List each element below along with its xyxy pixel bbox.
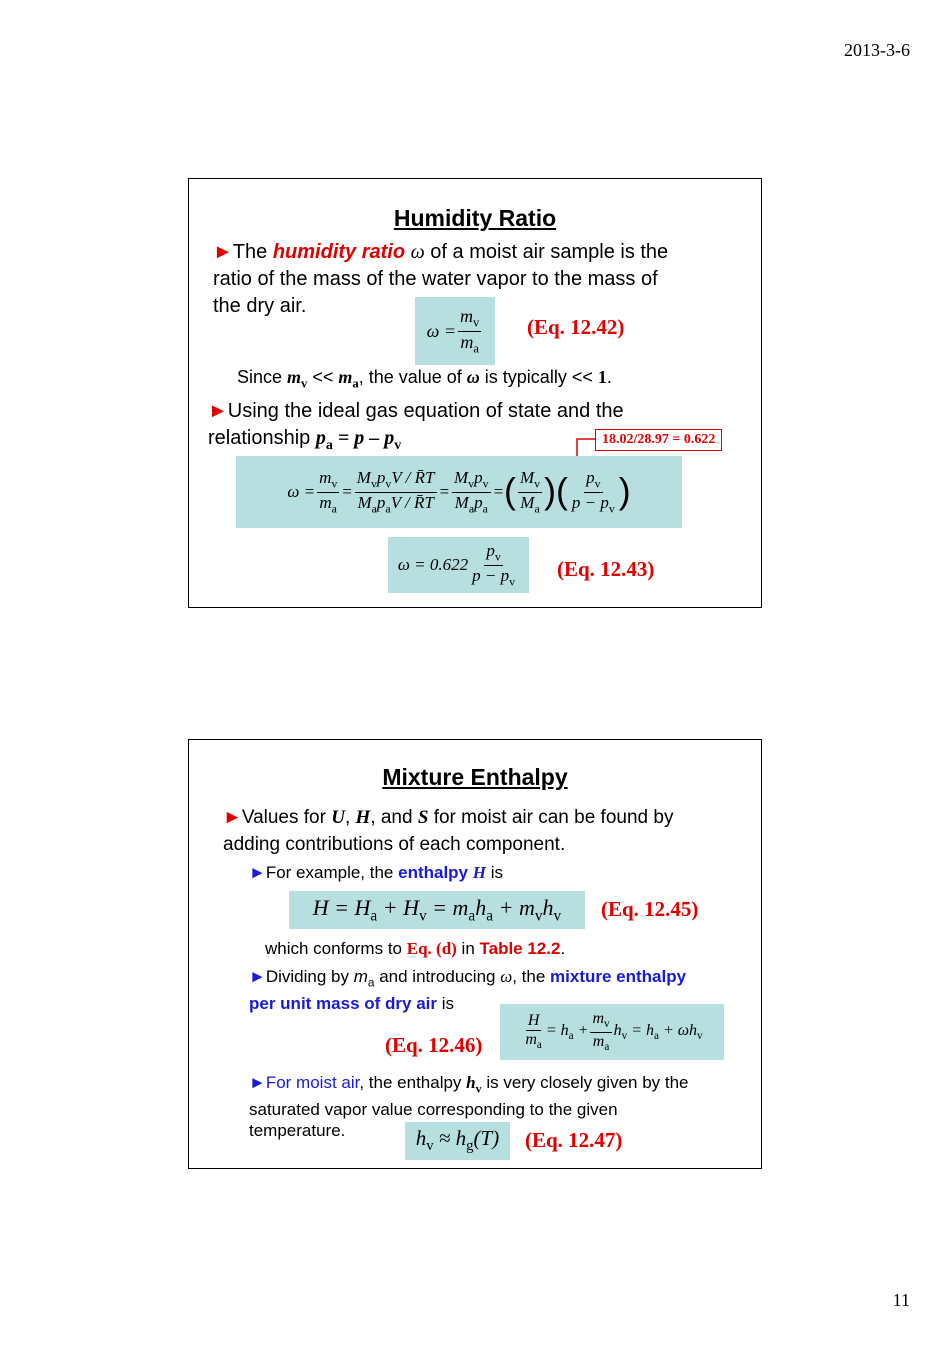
equation-ref: (Eq. 12.47) (525, 1128, 623, 1152)
bullet-arrow-icon: ► (249, 1073, 266, 1092)
term-moist-air: For moist air (265, 1073, 360, 1092)
molar-mass-ratio-callout: 18.02/28.97 = 0.622 (595, 429, 722, 451)
bullet-arrow-icon: ► (223, 807, 242, 828)
term-mixture-enthalpy: mixture enthalpy (550, 967, 687, 986)
equation-derivation: ω = $\frac{m_v}{m_a}$ = $\frac{M_vp_vV / R̄T}{M_ap_aV / R̄T}$ = $\frac{M_vp_v}{M_ap_a}$ = ( $\frac{M_v}{M_a}$ ) ( $\frac{p_v}{p - p_v}$ ) (236, 456, 682, 528)
equation-ref: (Eq. 12.43) (557, 557, 655, 581)
bullet-example: ►For example, the enthalpy H is (249, 863, 503, 882)
equation-ref: (Eq. 12.46) (385, 1033, 483, 1057)
slide-title: Humidity Ratio (393, 205, 557, 231)
slide-mixture-enthalpy (188, 739, 762, 1169)
since-note: Since $m_v << m_a$, the value of ω is typically << 1. (237, 367, 612, 391)
slide-humidity-ratio (188, 178, 762, 608)
page-number: 11 (892, 1290, 910, 1310)
equation-12-42: ω = $\frac{m_v}{m_a}$ (415, 297, 495, 365)
equation-ref: (Eq. 12.45) (601, 897, 699, 921)
bullet-humidity-definition: ►The humidity ratio ω of a moist air sample is the ratio of the mass of the water vapor to the mass of the dry air. (213, 241, 669, 317)
conforms-note: which conforms to Eq. (d) in Table 12.2. (265, 939, 566, 958)
table-12-2-link: Table 12.2 (479, 939, 561, 958)
slide-title: Mixture Enthalpy (382, 764, 568, 790)
bullet-properties: ►Values for U, H, and S for moist air can be found by adding contributions of each component. (223, 807, 674, 855)
equation-ref: (Eq. 12.42) (527, 315, 625, 339)
term-humidity-ratio: humidity ratio (272, 241, 406, 263)
term-enthalpy: enthalpy (398, 863, 469, 882)
equation-12-46: $\frac{H}{m_a}$ = $h_a$ + $\frac{m_v}{m_a}$ $h_v = h_a + \omega h_v$ (500, 1004, 724, 1060)
header-date: 2013-3-6 (844, 40, 910, 60)
bullet-arrow-icon: ► (213, 241, 233, 263)
equation-d-link: Eq. (d) (406, 939, 457, 958)
bullet-arrow-icon: ► (208, 400, 228, 422)
bullet-arrow-icon: ► (249, 967, 266, 986)
bullet-moist-air: ►For moist air, the enthalpy $h_v$ is very closely given by the saturated vapor value corresponding to the given temperature. (249, 1073, 689, 1141)
bullet-arrow-icon: ► (249, 863, 266, 882)
bullet-dividing: ►Dividing by $m_a$ and introducing ω, the mixture enthalpy per unit mass of dry air is (249, 967, 687, 1014)
equation-12-43: ω = 0.622 $\frac{p_v}{p - p_v}$ (388, 537, 529, 593)
equation-12-47: $h_v \approx h_g(T)$ (405, 1122, 510, 1160)
equation-12-45: $H = H_a + H_v = m_ah_a + m_vh_v$ (289, 891, 585, 929)
bullet-ideal-gas: ►Using the ideal gas equation of state and the relationship $p_a = p - p_v$ (208, 400, 624, 453)
